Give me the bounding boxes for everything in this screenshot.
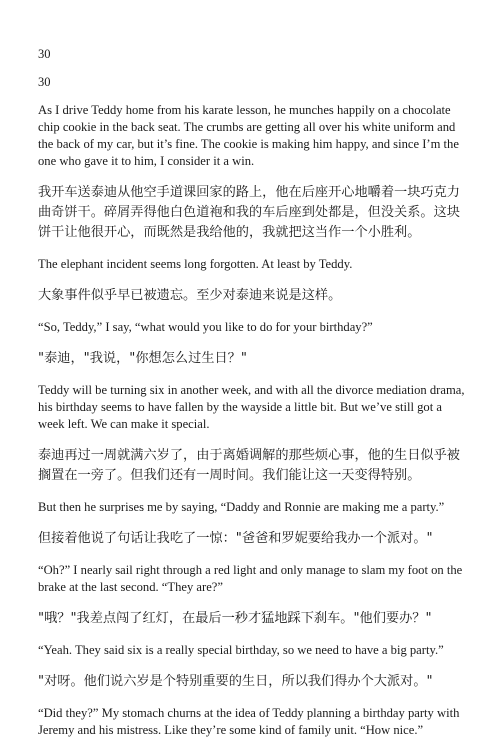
book-page <box>38 46 466 752</box>
chinese-paragraph: "泰迪，"我说，"你想怎么过生日？" <box>38 351 247 366</box>
english-paragraph: The elephant incident seems long forgotten. At least by Teddy. <box>38 257 353 271</box>
english-paragraph: Teddy will be turning six in another week, and with all the divorce mediation drama, his birthday seems to have fallen by the wayside a little bit. But we’ve still got a week left. We can make it special. <box>38 383 465 431</box>
chinese-paragraph: 大象事件似乎早已被遗忘。至少对泰迪来说是这样。 <box>38 288 342 303</box>
page-number: 30 <box>38 47 51 61</box>
chinese-paragraph: 我开车送泰迪从他空手道课回家的路上，他在后座开心地嚼着一块巧克力曲奇饼干。碎屑弄得他白色道袍和我的车后座到处都是，但没关系。这块饼干让他很开心，而既然是我给他的，我就把这当作一个小胜利。 <box>38 185 460 240</box>
chinese-paragraph: "哦？"我差点闯了红灯，在最后一秒才猛地踩下刹车。"他们要办？" <box>38 611 432 626</box>
english-paragraph: As I drive Teddy home from his karate lesson, he munches happily on a chocolate chip cookie in the back seat. The crumbs are getting all over his white uniform and the back of my car, but it’s fine. The cookie is making him happy, and since I’m the one who gave it to him, I consider it a win. <box>38 103 459 168</box>
chinese-paragraph: 泰迪再过一周就满六岁了，由于离婚调解的那些烦心事，他的生日似乎被搁置在一旁了。但我们还有一周时间。我们能让这一天变得特别。 <box>38 448 460 483</box>
english-paragraph: “Did they?” My stomach churns at the idea of Teddy planning a birthday party with Jeremy and his mistress. Like they’re some kind of family unit. “How nice.” <box>38 706 460 737</box>
english-paragraph: “Oh?” I nearly sail right through a red light and only manage to slam my foot on the brake at the last second. “They are?” <box>38 563 463 594</box>
english-paragraph: “So, Teddy,” I say, “what would you like to do for your birthday?” <box>38 320 373 334</box>
chinese-paragraph: 但接着他说了句话让我吃了一惊："爸爸和罗妮要给我办一个派对。" <box>38 531 433 546</box>
page-number: 30 <box>38 75 51 89</box>
chinese-paragraph: "对呀。他们说六岁是个特别重要的生日，所以我们得办个大派对。" <box>38 674 433 689</box>
english-paragraph: But then he surprises me by saying, “Daddy and Ronnie are making me a party.” <box>38 500 445 514</box>
english-paragraph: “Yeah. They said six is a really special birthday, so we need to have a big party.” <box>38 643 444 657</box>
